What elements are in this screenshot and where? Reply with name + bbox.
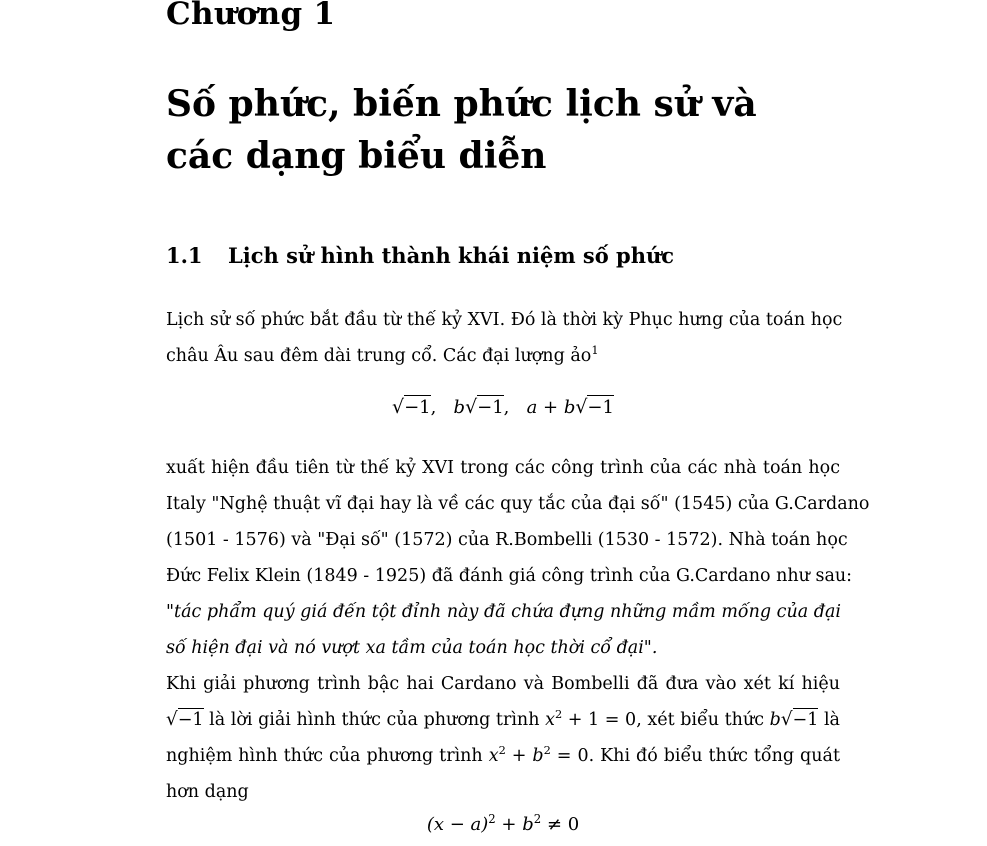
- formula-imaginary-quantities: √−1, b√−1, a + b√−1: [392, 396, 614, 418]
- sqrt-expression: √−1: [465, 396, 504, 418]
- paragraph-1: [166, 302, 843, 374]
- sqrt-expression: √−1: [575, 396, 614, 418]
- paragraph-2-line-4: Đức Felix Klein (1849 - 1925) đã đánh giá công trình của G.Cardano như sau:: [166, 566, 853, 586]
- quote-line-1: "tác phẩm quý giá đến tột đỉnh này đã chứa đựng những mầm mống của đại: [166, 602, 841, 622]
- sqrt-expression: √−1: [166, 709, 204, 730]
- paragraph-1-line-2: [166, 338, 840, 374]
- paragraph-3-line-4: hơn dạng: [166, 782, 249, 802]
- sqrt-expression: √−1: [780, 709, 819, 730]
- quote-line-2: số hiện đại và nó vượt xa tầm của toán học thời cổ đại".: [166, 638, 658, 658]
- chapter-title-line-1: Số phức, biến phức lịch sử và: [166, 83, 757, 125]
- paragraph-1-line-2-text: châu Âu sau đêm dài trung cổ. Các đại lượng ảo: [166, 346, 592, 366]
- section-title: Lịch sử hình thành khái niệm số phức: [228, 243, 675, 268]
- paragraph-2: [166, 450, 870, 666]
- paragraph-3: [166, 666, 840, 810]
- paragraph-1-line-1: Lịch sử số phức bắt đầu từ thế kỷ XVI. Đó là thời kỳ Phục hưng của toán học: [166, 310, 843, 330]
- paragraph-2-line-2: Italy "Nghệ thuật vĩ đại hay là về các quy tắc của đại số" (1545) của G.Cardano: [166, 494, 870, 514]
- paragraph-3-line-2: √−1 là lời giải hình thức của phương trình $x^2 + 1 = 0$, xét biểu thức b√−1 là: [166, 707, 840, 730]
- paragraph-3-line-3: nghiệm hình thức của phương trình $x^2 + b^2 = 0$. Khi đó biểu thức tổng quát: [166, 743, 840, 766]
- paragraph-2-line-3: (1501 - 1576) và "Đại số" (1572) của R.Bombelli (1530 - 1572). Nhà toán học: [166, 530, 848, 550]
- section-number: 1.1: [166, 243, 203, 268]
- sqrt-expression: √−1: [392, 396, 431, 418]
- chapter-label: Chương 1: [166, 0, 336, 32]
- chapter-title-line-2: các dạng biểu diễn: [166, 135, 547, 177]
- paragraph-2-line-1: xuất hiện đầu tiên từ thế kỷ XVI trong các công trình của các nhà toán học: [166, 458, 840, 478]
- section-heading: [166, 243, 674, 268]
- formula-general-expression: $(x - a)^2 + b^2 \ne 0$: [426, 812, 580, 835]
- chapter-title: [166, 78, 866, 182]
- footnote-marker: 1: [591, 343, 599, 358]
- paragraph-3-line-1: Khi giải phương trình bậc hai Cardano và Bombelli đã đưa vào xét kí hiệu: [166, 674, 840, 694]
